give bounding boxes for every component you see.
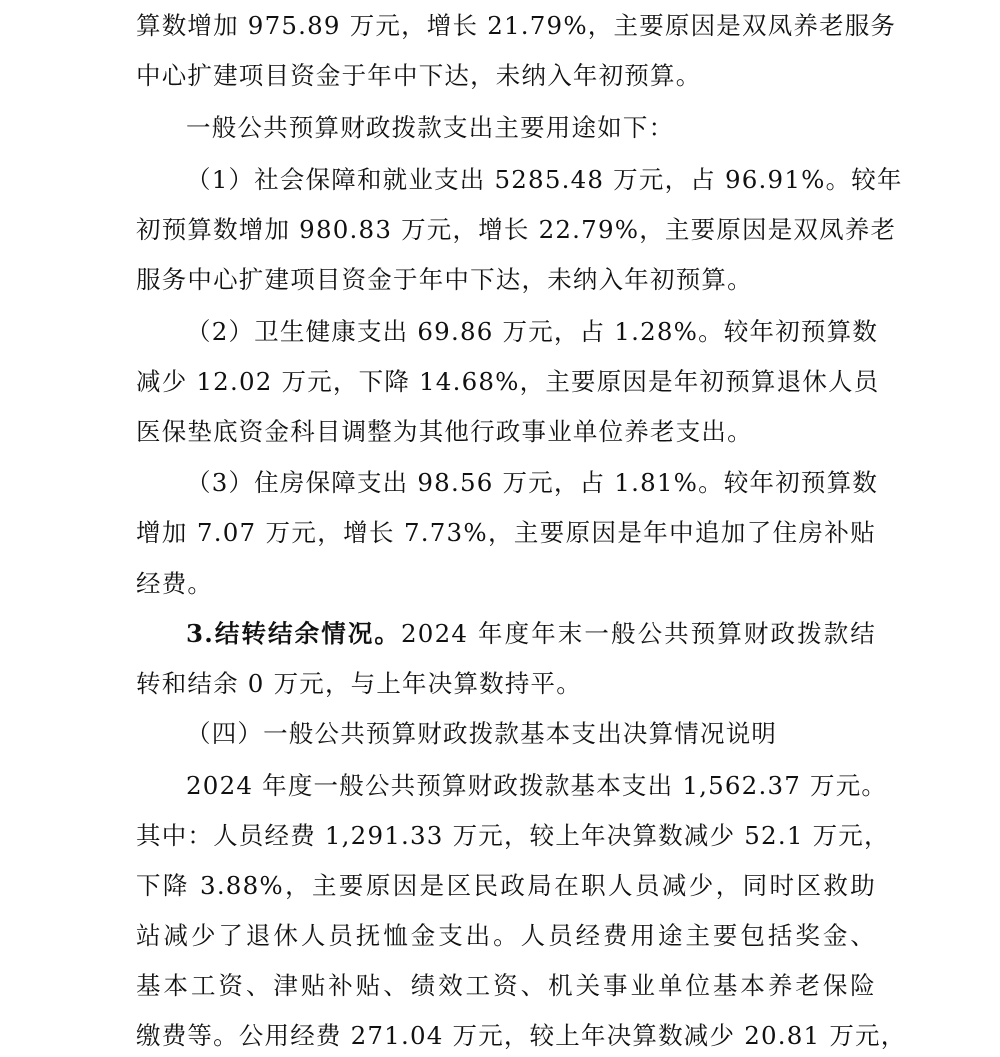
paragraph-line-17: 其中：人员经费 1,291.33 万元，较上年决算数减少 52.1 万元，: [136, 821, 890, 850]
paragraph-line-5: 初预算数增加 980.83 万元，增长 22.79%，主要原因是双凤养老: [136, 215, 897, 244]
paragraph-line-4: （1）社会保障和就业支出 5285.48 万元，占 96.91%。较年: [186, 165, 903, 194]
paragraph-line-1: 算数增加 975.89 万元，增长 21.79%，主要原因是双凤养老服务: [136, 11, 897, 40]
carryover-text: 2024 年度年末一般公共预算财政拨款结: [401, 619, 876, 648]
carryover-line-1: [186, 614, 876, 654]
paragraph-line-20: 基本工资、津贴补贴、绩效工资、机关事业单位基本养老保险: [136, 971, 876, 1000]
paragraph-line-7: （2）卫生健康支出 69.86 万元，占 1.28%。较年初预算数: [186, 317, 879, 346]
paragraph-line-16: 2024 年度一般公共预算财政拨款基本支出 1,562.37 万元。: [186, 771, 888, 800]
paragraph-line-19: 站减少了退休人员抚恤金支出。人员经费用途主要包括奖金、: [136, 921, 876, 950]
paragraph-line-2: 中心扩建项目资金于年中下达，未纳入年初预算。: [136, 61, 702, 90]
paragraph-line-11: 增加 7.07 万元，增长 7.73%，主要原因是年中追加了住房补贴: [136, 518, 876, 547]
section-heading-basic-expenditure: （四）一般公共预算财政拨款基本支出决算情况说明: [186, 719, 778, 748]
paragraph-line-12: 经费。: [136, 569, 214, 598]
paragraph-line-18: 下降 3.88%，主要原因是区民政局在职人员减少，同时区救助: [136, 871, 876, 900]
paragraph-line-10: （3）住房保障支出 98.56 万元，占 1.81%。较年初预算数: [186, 468, 879, 497]
paragraph-line-3: 一般公共预算财政拨款支出主要用途如下：: [186, 113, 675, 142]
carryover-heading: 3.结转结余情况。: [186, 619, 401, 648]
paragraph-line-6: 服务中心扩建项目资金于年中下达，未纳入年初预算。: [136, 265, 753, 294]
carryover-line-2: 转和结余 0 万元，与上年决算数持平。: [136, 669, 582, 698]
paragraph-line-8: 减少 12.02 万元，下降 14.68%，主要原因是年初预算退休人员: [136, 367, 880, 396]
paragraph-line-21: 缴费等。公用经费 271.04 万元，较上年决算数减少 20.81 万元，: [136, 1021, 907, 1050]
paragraph-line-9: 医保垫底资金科目调整为其他行政事业单位养老支出。: [136, 417, 753, 446]
